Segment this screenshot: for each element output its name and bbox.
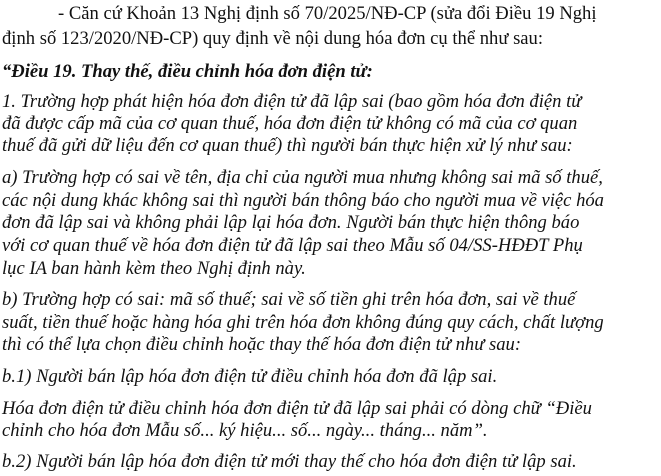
point-b-line-3: thì có thể lựa chọn điều chỉnh hoặc thay thế hóa đơn điện tử như sau: [2, 334, 522, 355]
point-b2: b.2) Người bán lập hóa đơn điện tử mới thay thế cho hóa đơn điện tử lập sai. [2, 451, 577, 472]
point-a-line-3: đơn đã lập sai và không phải lập lại hóa đơn. Người bán thực hiện thông báo [2, 212, 580, 233]
note-b1-line-1: Hóa đơn điện tử điều chỉnh hóa đơn điện tử đã lập sai phải có dòng chữ “Điều [2, 398, 592, 419]
clause-1-line-1: 1. Trường hợp phát hiện hóa đơn điện tử đã lập sai (bao gồm hóa đơn điện tử [2, 91, 582, 112]
article-heading: “Điều 19. Thay thế, điều chỉnh hóa đơn điện tử: [2, 61, 373, 82]
intro-line-2: định số 123/2020/NĐ-CP) quy định về nội dung hóa đơn cụ thể như sau: [2, 28, 544, 49]
point-a-line-5: lục IA ban hành kèm theo Nghị định này. [2, 258, 306, 279]
point-a-line-2: các nội dung khác không sai thì người bán thông báo cho người mua về việc hóa [2, 190, 604, 211]
point-a-line-4: với cơ quan thuế về hóa đơn điện tử đã lập sai theo Mẫu số 04/SS-HĐĐT Phụ [2, 235, 583, 256]
point-b1: b.1) Người bán lập hóa đơn điện tử điều chỉnh hóa đơn đã lập sai. [2, 366, 498, 387]
point-b-line-1: b) Trường hợp có sai: mã số thuế; sai về số tiền ghi trên hóa đơn, sai về thuế [2, 289, 576, 310]
note-b1-line-2: chỉnh cho hóa đơn Mẫu số... ký hiệu... số... ngày... tháng... năm”. [2, 420, 488, 441]
intro-line-1: - Căn cứ Khoản 13 Nghị định số 70/2025/NĐ-CP (sửa đổi Điều 19 Nghị [58, 3, 597, 24]
point-a-line-1: a) Trường hợp có sai về tên, địa chỉ của người mua nhưng không sai mã số thuế, [2, 167, 603, 188]
point-b-line-2: suất, tiền thuế hoặc hàng hóa ghi trên hóa đơn không đúng quy cách, chất lượng [2, 312, 604, 333]
clause-1-line-3: thuế đã gửi dữ liệu đến cơ quan thuế) thì người bán thực hiện xử lý như sau: [2, 135, 573, 156]
clause-1-line-2: đã được cấp mã của cơ quan thuế, hóa đơn điện tử không có mã của cơ quan [2, 113, 578, 134]
